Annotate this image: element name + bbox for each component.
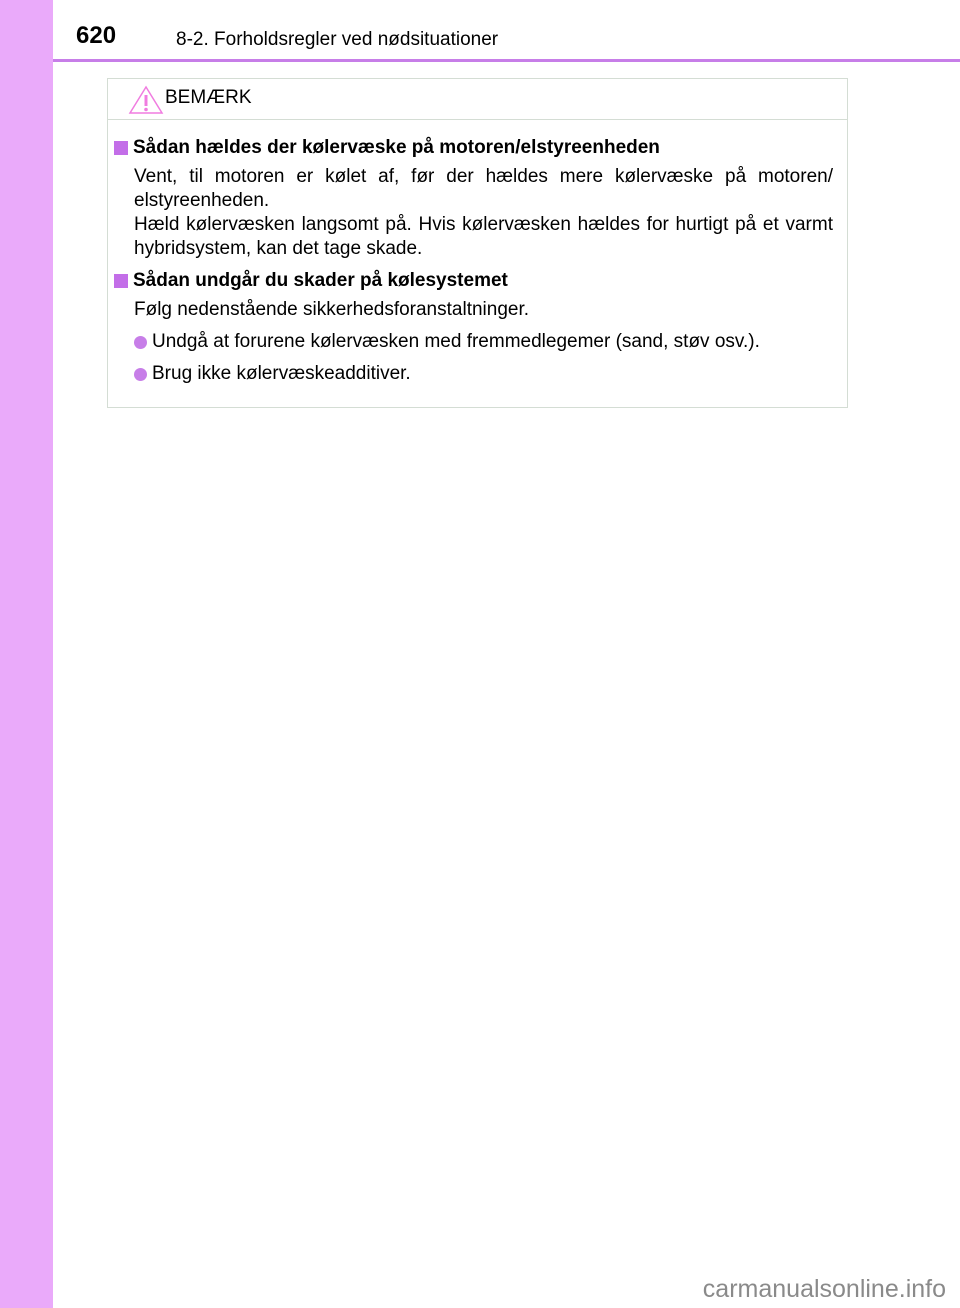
heading-text: Sådan hældes der kølervæske på motoren/elstyreenheden <box>133 137 660 158</box>
square-bullet-icon <box>114 274 128 288</box>
section-heading <box>114 269 833 293</box>
side-tab <box>0 0 53 1308</box>
paragraph: Hæld kølervæsken langsomt på. Hvis kølervæsken hældes for hurtigt på et varmt hybridsystem, kan det tage skade. <box>134 214 833 259</box>
bullet-text: Brug ikke kølervæskeadditiver. <box>152 363 411 384</box>
bullet-item <box>134 330 833 354</box>
watermark: carmanualsonline.info <box>702 1275 946 1303</box>
notice-box <box>107 78 848 408</box>
page-number: 620 <box>76 22 117 49</box>
section-title: 8-2. Forholdsregler ved nødsituationer <box>176 29 499 50</box>
section-heading <box>114 136 833 160</box>
paragraph: Følg nedenstående sikkerhedsforanstaltninger. <box>134 299 530 320</box>
bullet-text: Undgå at forurene kølervæsken med fremmedlegemer (sand, støv osv.). <box>152 331 760 352</box>
header-divider <box>53 59 960 62</box>
circle-bullet-icon <box>134 336 147 349</box>
notice-header <box>108 79 847 120</box>
bullet-item <box>134 362 833 386</box>
square-bullet-icon <box>114 141 128 155</box>
circle-bullet-icon <box>134 368 147 381</box>
paragraph: Vent, til motoren er kølet af, før der hældes mere kølervæske på motoren/ elstyreenheden. <box>134 166 833 211</box>
warning-icon <box>128 85 164 115</box>
heading-text: Sådan undgår du skader på kølesystemet <box>133 270 508 291</box>
notice-title: BEMÆRK <box>165 87 252 108</box>
